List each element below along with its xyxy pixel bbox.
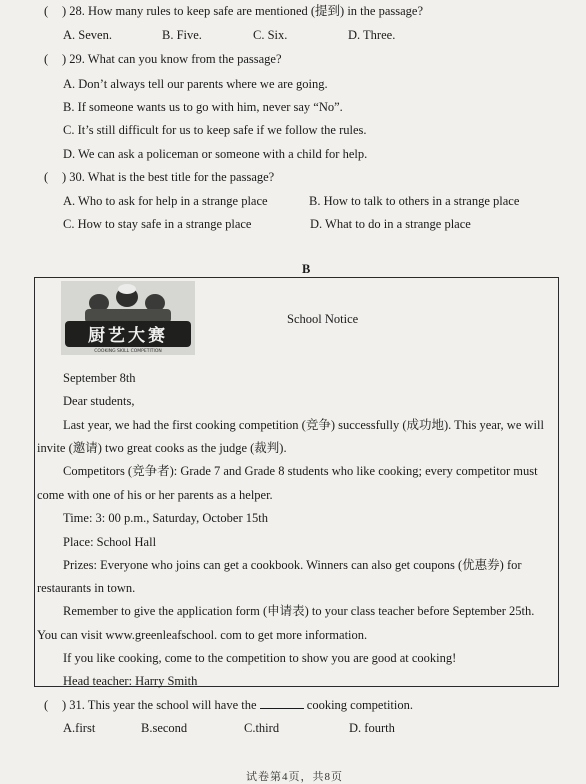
section-heading: B (302, 262, 311, 276)
option-a: A. Don’t always tell our parents where we are going. (63, 77, 328, 91)
question-28 (44, 3, 423, 19)
option-b: B.second (141, 721, 188, 735)
option-b: B. If someone wants us to go with him, never say “No”. (63, 100, 343, 114)
notice-paragraph-4b: You can visit www.greenleafschool. com to get more information. (37, 628, 368, 642)
question-30 (44, 169, 274, 185)
logo-subtext: COOKING SKILL COMPETITION (94, 349, 162, 354)
page-footer: 试卷第4页，共8页 (246, 771, 343, 783)
option-d: D. Three. (348, 28, 396, 42)
question-stem-before: ) 31. This year the school will have the (62, 698, 257, 712)
notice-signature: Head teacher: Harry Smith (63, 674, 198, 688)
option-c: C. How to stay safe in a strange place (63, 217, 252, 231)
fill-in-blank (260, 698, 304, 709)
question-29 (44, 51, 282, 67)
answer-paren: ( (44, 4, 49, 18)
notice-paragraph-3b: restaurants in town. (37, 581, 136, 595)
option-d: D. fourth (349, 721, 395, 735)
answer-paren: ( (44, 698, 49, 712)
cooking-contest-logo (61, 281, 195, 355)
notice-date: September 8th (63, 371, 136, 385)
notice-title: School Notice (287, 312, 359, 326)
option-c: C. It’s still difficult for us to keep safe if we follow the rules. (63, 123, 367, 137)
question-stem: ) 29. What can you know from the passage? (62, 52, 282, 66)
notice-paragraph-4a: Remember to give the application form (申请表) to your class teacher before September 25th. (63, 604, 535, 618)
option-d: D. We can ask a policeman or someone with a child for help. (63, 147, 368, 161)
option-a: A.first (63, 721, 96, 735)
question-stem: ) 30. What is the best title for the passage? (62, 170, 275, 184)
logo-picture (61, 281, 195, 355)
notice-paragraph-5: If you like cooking, come to the competition to show you are good at cooking! (63, 651, 457, 665)
notice-paragraph-2a: Competitors (竞争者): Grade 7 and Grade 8 students who like cooking; every competitor must (63, 464, 538, 478)
answer-paren: ( (44, 52, 49, 66)
notice-time: Time: 3: 00 p.m., Saturday, October 15th (63, 511, 268, 525)
question-31 (44, 697, 413, 713)
question-stem-after: cooking competition. (306, 698, 413, 712)
logo-text: 厨艺大赛 (88, 326, 168, 346)
notice-paragraph-3a: Prizes: Everyone who joins can get a cookbook. Winners can also get coupons (优惠券) for (63, 558, 522, 572)
option-b: B. Five. (162, 28, 202, 42)
notice-paragraph-2b: come with one of his or her parents as a helper. (37, 488, 273, 502)
question-stem: ) 28. How many rules to keep safe are mentioned (提到) in the passage? (62, 4, 423, 18)
notice-paragraph-1b: invite (邀请) two great cooks as the judge (裁判). (37, 441, 287, 455)
option-a: A. Seven. (63, 28, 112, 42)
notice-paragraph-1a: Last year, we had the first cooking competition (竞争) successfully (成功地). This year, we will (63, 418, 544, 432)
option-d: D. What to do in a strange place (310, 217, 471, 231)
option-c: C. Six. (253, 28, 288, 42)
option-b: B. How to talk to others in a strange place (309, 194, 520, 208)
option-a: A. Who to ask for help in a strange place (63, 194, 268, 208)
notice-greeting: Dear students, (63, 394, 135, 408)
answer-paren: ( (44, 170, 49, 184)
notice-place: Place: School Hall (63, 535, 157, 549)
option-c: C.third (244, 721, 280, 735)
